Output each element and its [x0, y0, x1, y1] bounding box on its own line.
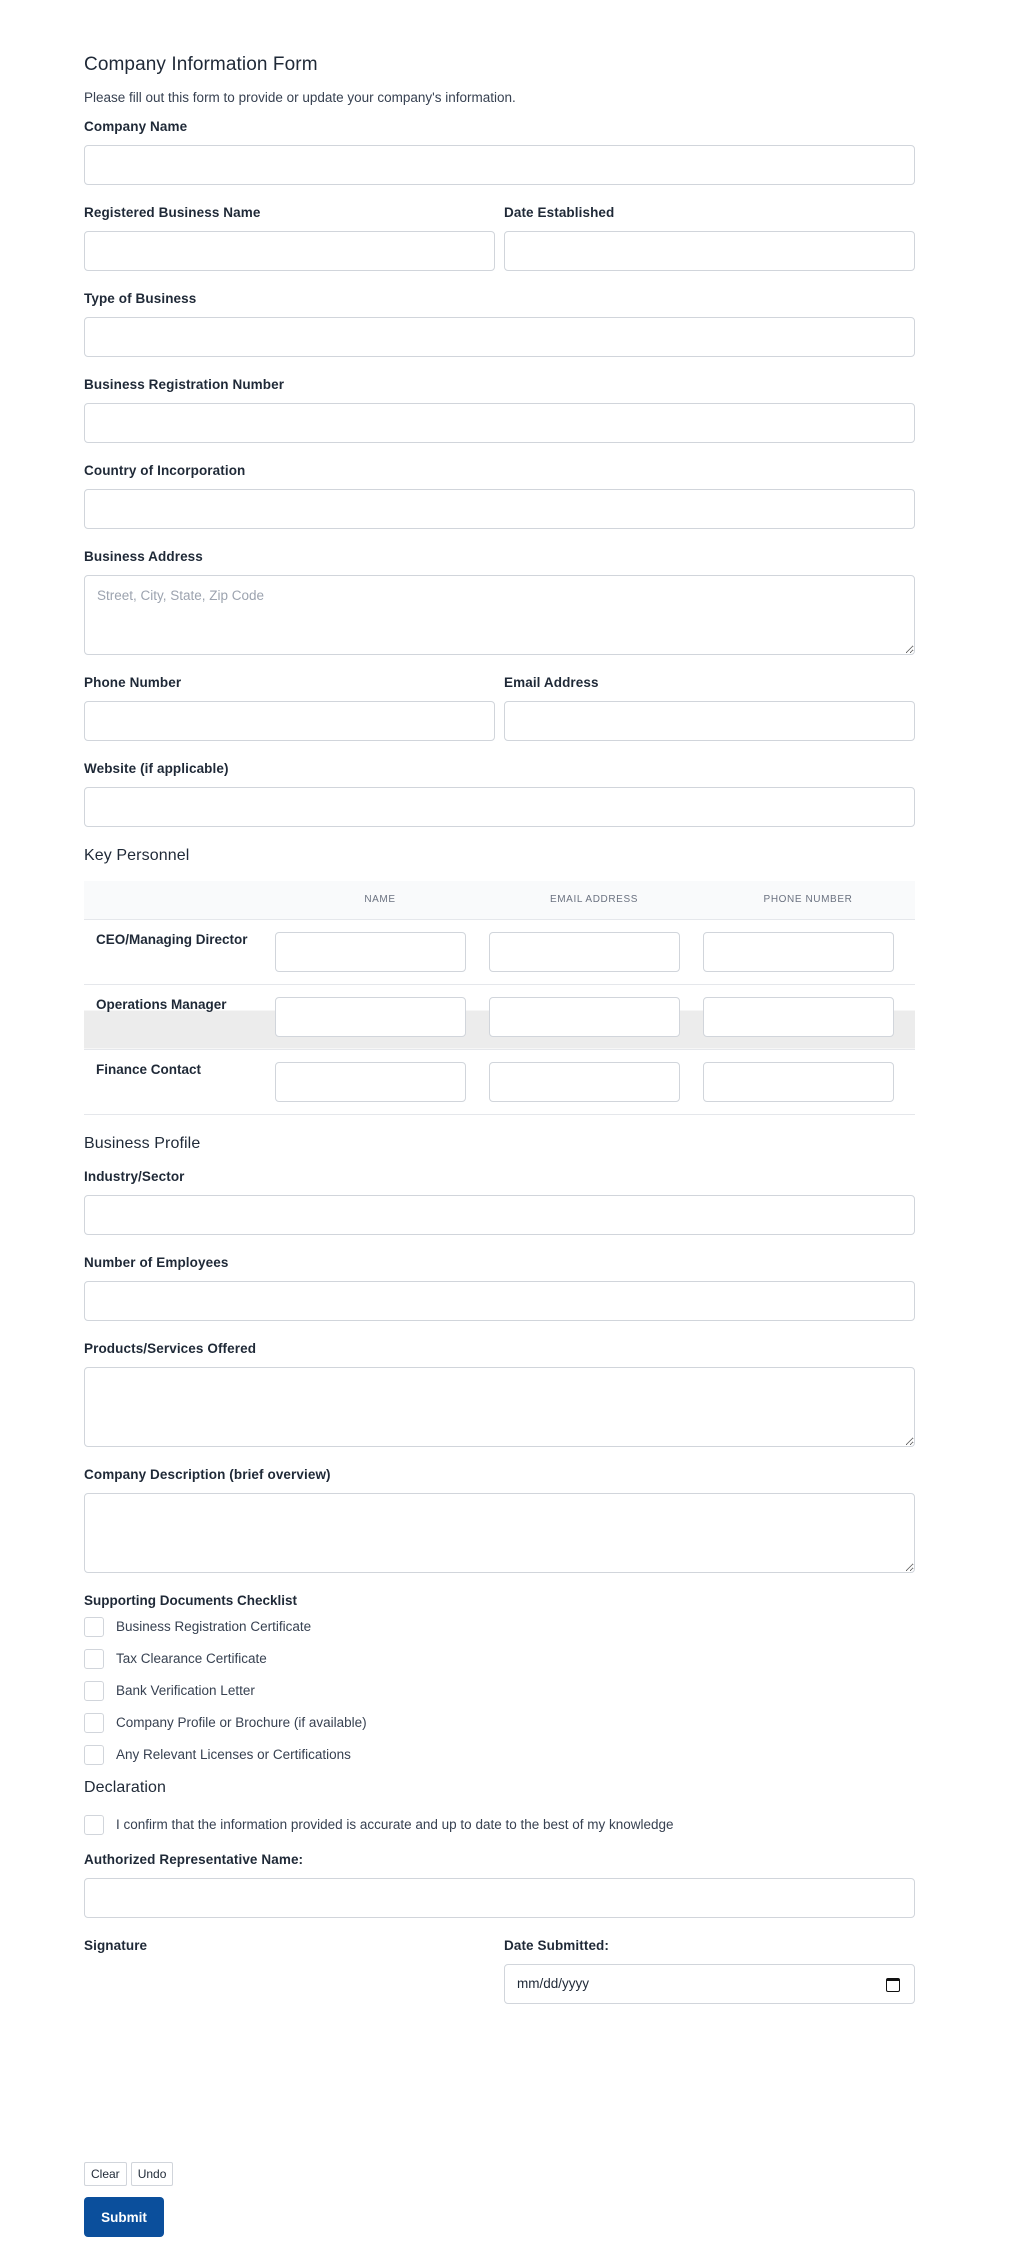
phone-number-input[interactable] — [84, 701, 495, 741]
date-submitted-label: Date Submitted: — [504, 1937, 610, 1953]
employees-field — [84, 1255, 915, 1321]
name-column-header: NAME — [273, 881, 487, 919]
documents-checklist-title: Supporting Documents Checklist — [84, 1592, 298, 1608]
business-registration-number-field — [84, 377, 915, 443]
type-of-business-field — [84, 291, 915, 357]
company-information-form — [84, 54, 915, 2144]
email-address-label: Email Address — [504, 675, 599, 690]
products-field — [84, 1341, 915, 1447]
operations-name-input[interactable] — [275, 997, 466, 1037]
checkbox[interactable] — [84, 1713, 104, 1733]
checkbox[interactable] — [84, 1617, 104, 1637]
signature-pad[interactable] — [84, 1964, 495, 2124]
role-label: CEO/Managing Director — [84, 919, 273, 984]
table-row — [84, 984, 915, 1049]
products-label: Products/Services Offered — [84, 1340, 257, 1356]
email-address-field — [504, 675, 915, 741]
date-established-field — [504, 205, 915, 271]
industry-field — [84, 1169, 915, 1235]
website-field — [84, 761, 915, 827]
checklist-item — [84, 1713, 915, 1733]
industry-label: Industry/Sector — [84, 1168, 185, 1184]
finance-email-input[interactable] — [489, 1062, 680, 1102]
date-established-label: Date Established — [504, 205, 615, 220]
type-of-business-label: Type of Business — [84, 291, 197, 306]
confirm-checkbox[interactable] — [84, 1815, 104, 1835]
phone-column-header: PHONE NUMBER — [701, 881, 915, 919]
table-header-row — [84, 881, 915, 919]
type-of-business-input[interactable] — [84, 317, 915, 357]
email-address-input[interactable] — [504, 701, 915, 741]
website-label: Website (if applicable) — [84, 761, 229, 776]
country-of-incorporation-input[interactable] — [84, 489, 915, 529]
authorized-rep-label: Authorized Representative Name: — [84, 1851, 304, 1867]
signature-controls — [84, 2162, 173, 2186]
description-label: Company Description (brief overview) — [84, 1466, 331, 1482]
authorized-rep-input[interactable] — [84, 1878, 915, 1918]
phone-number-label: Phone Number — [84, 675, 182, 690]
registered-business-name-field — [84, 205, 495, 271]
country-of-incorporation-field — [84, 463, 915, 529]
submit-button[interactable]: Submit — [84, 2197, 164, 2237]
role-column-header — [84, 881, 273, 919]
form-title: Company Information Form — [84, 54, 318, 75]
registered-business-name-input[interactable] — [84, 231, 495, 271]
date-established-input[interactable] — [504, 231, 915, 271]
checkbox[interactable] — [84, 1681, 104, 1701]
business-registration-number-label: Business Registration Number — [84, 377, 285, 392]
role-label: Finance Contact — [84, 1049, 273, 1114]
email-column-header: EMAIL ADDRESS — [487, 881, 701, 919]
checkbox[interactable] — [84, 1649, 104, 1669]
business-profile-heading: Business Profile — [84, 1134, 201, 1152]
country-of-incorporation-label: Country of Incorporation — [84, 463, 246, 478]
declaration-heading: Declaration — [84, 1778, 167, 1796]
checklist-item — [84, 1745, 915, 1765]
industry-input[interactable] — [84, 1195, 915, 1235]
role-label: Operations Manager — [84, 984, 273, 1049]
date-placeholder: mm/dd/yyyy — [517, 1976, 590, 1991]
registration-row — [84, 205, 915, 271]
documents-checklist — [84, 1593, 915, 1765]
checklist-item-label: Company Profile or Brochure (if available) — [116, 1715, 367, 1730]
key-personnel-table — [84, 881, 915, 1115]
undo-button[interactable]: Undo — [131, 2162, 174, 2186]
company-name-field — [84, 119, 915, 185]
checklist-item — [84, 1649, 915, 1669]
ceo-name-input[interactable] — [275, 932, 466, 972]
date-submitted-field — [504, 1938, 915, 2124]
signature-label: Signature — [84, 1937, 148, 1953]
business-registration-number-input[interactable] — [84, 403, 915, 443]
checklist-item — [84, 1617, 915, 1637]
description-textarea[interactable] — [84, 1493, 915, 1573]
checklist-item-label: Tax Clearance Certificate — [116, 1651, 267, 1666]
website-input[interactable] — [84, 787, 915, 827]
key-personnel-heading: Key Personnel — [84, 847, 190, 864]
phone-number-field — [84, 675, 495, 741]
authorized-rep-field — [84, 1852, 915, 1918]
checklist-item — [84, 1681, 915, 1701]
business-address-textarea[interactable] — [84, 575, 915, 655]
checklist-item-label: Bank Verification Letter — [116, 1683, 255, 1698]
table-row — [84, 919, 915, 984]
employees-label: Number of Employees — [84, 1254, 229, 1270]
ceo-email-input[interactable] — [489, 932, 680, 972]
declaration-confirm-label: I confirm that the information provided is accurate and up to date to the best of my knowledge — [116, 1817, 674, 1832]
table-row — [84, 1049, 915, 1114]
business-address-field — [84, 549, 915, 655]
clear-button[interactable]: Clear — [84, 2162, 127, 2186]
business-address-label: Business Address — [84, 549, 203, 564]
company-name-label: Company Name — [84, 119, 188, 134]
operations-email-input[interactable] — [489, 997, 680, 1037]
calendar-icon[interactable] — [886, 1978, 900, 1992]
form-intro: Please fill out this form to provide or update your company's information. — [84, 90, 516, 105]
contact-row — [84, 675, 915, 741]
registered-business-name-label: Registered Business Name — [84, 205, 261, 220]
signature-field — [84, 1938, 495, 2124]
products-textarea[interactable] — [84, 1367, 915, 1447]
checkbox[interactable] — [84, 1745, 104, 1765]
date-submitted-input[interactable] — [504, 1964, 915, 2004]
declaration-confirm — [84, 1815, 915, 1835]
signature-date-row — [84, 1938, 915, 2124]
finance-name-input[interactable] — [275, 1062, 466, 1102]
description-field — [84, 1467, 915, 1573]
checklist-item-label: Any Relevant Licenses or Certifications — [116, 1747, 351, 1762]
checklist-item-label: Business Registration Certificate — [116, 1619, 312, 1634]
employees-input[interactable] — [84, 1281, 915, 1321]
finance-phone-input[interactable] — [703, 1062, 894, 1102]
operations-phone-input[interactable] — [703, 997, 894, 1037]
company-name-input[interactable] — [84, 145, 915, 185]
ceo-phone-input[interactable] — [703, 932, 894, 972]
